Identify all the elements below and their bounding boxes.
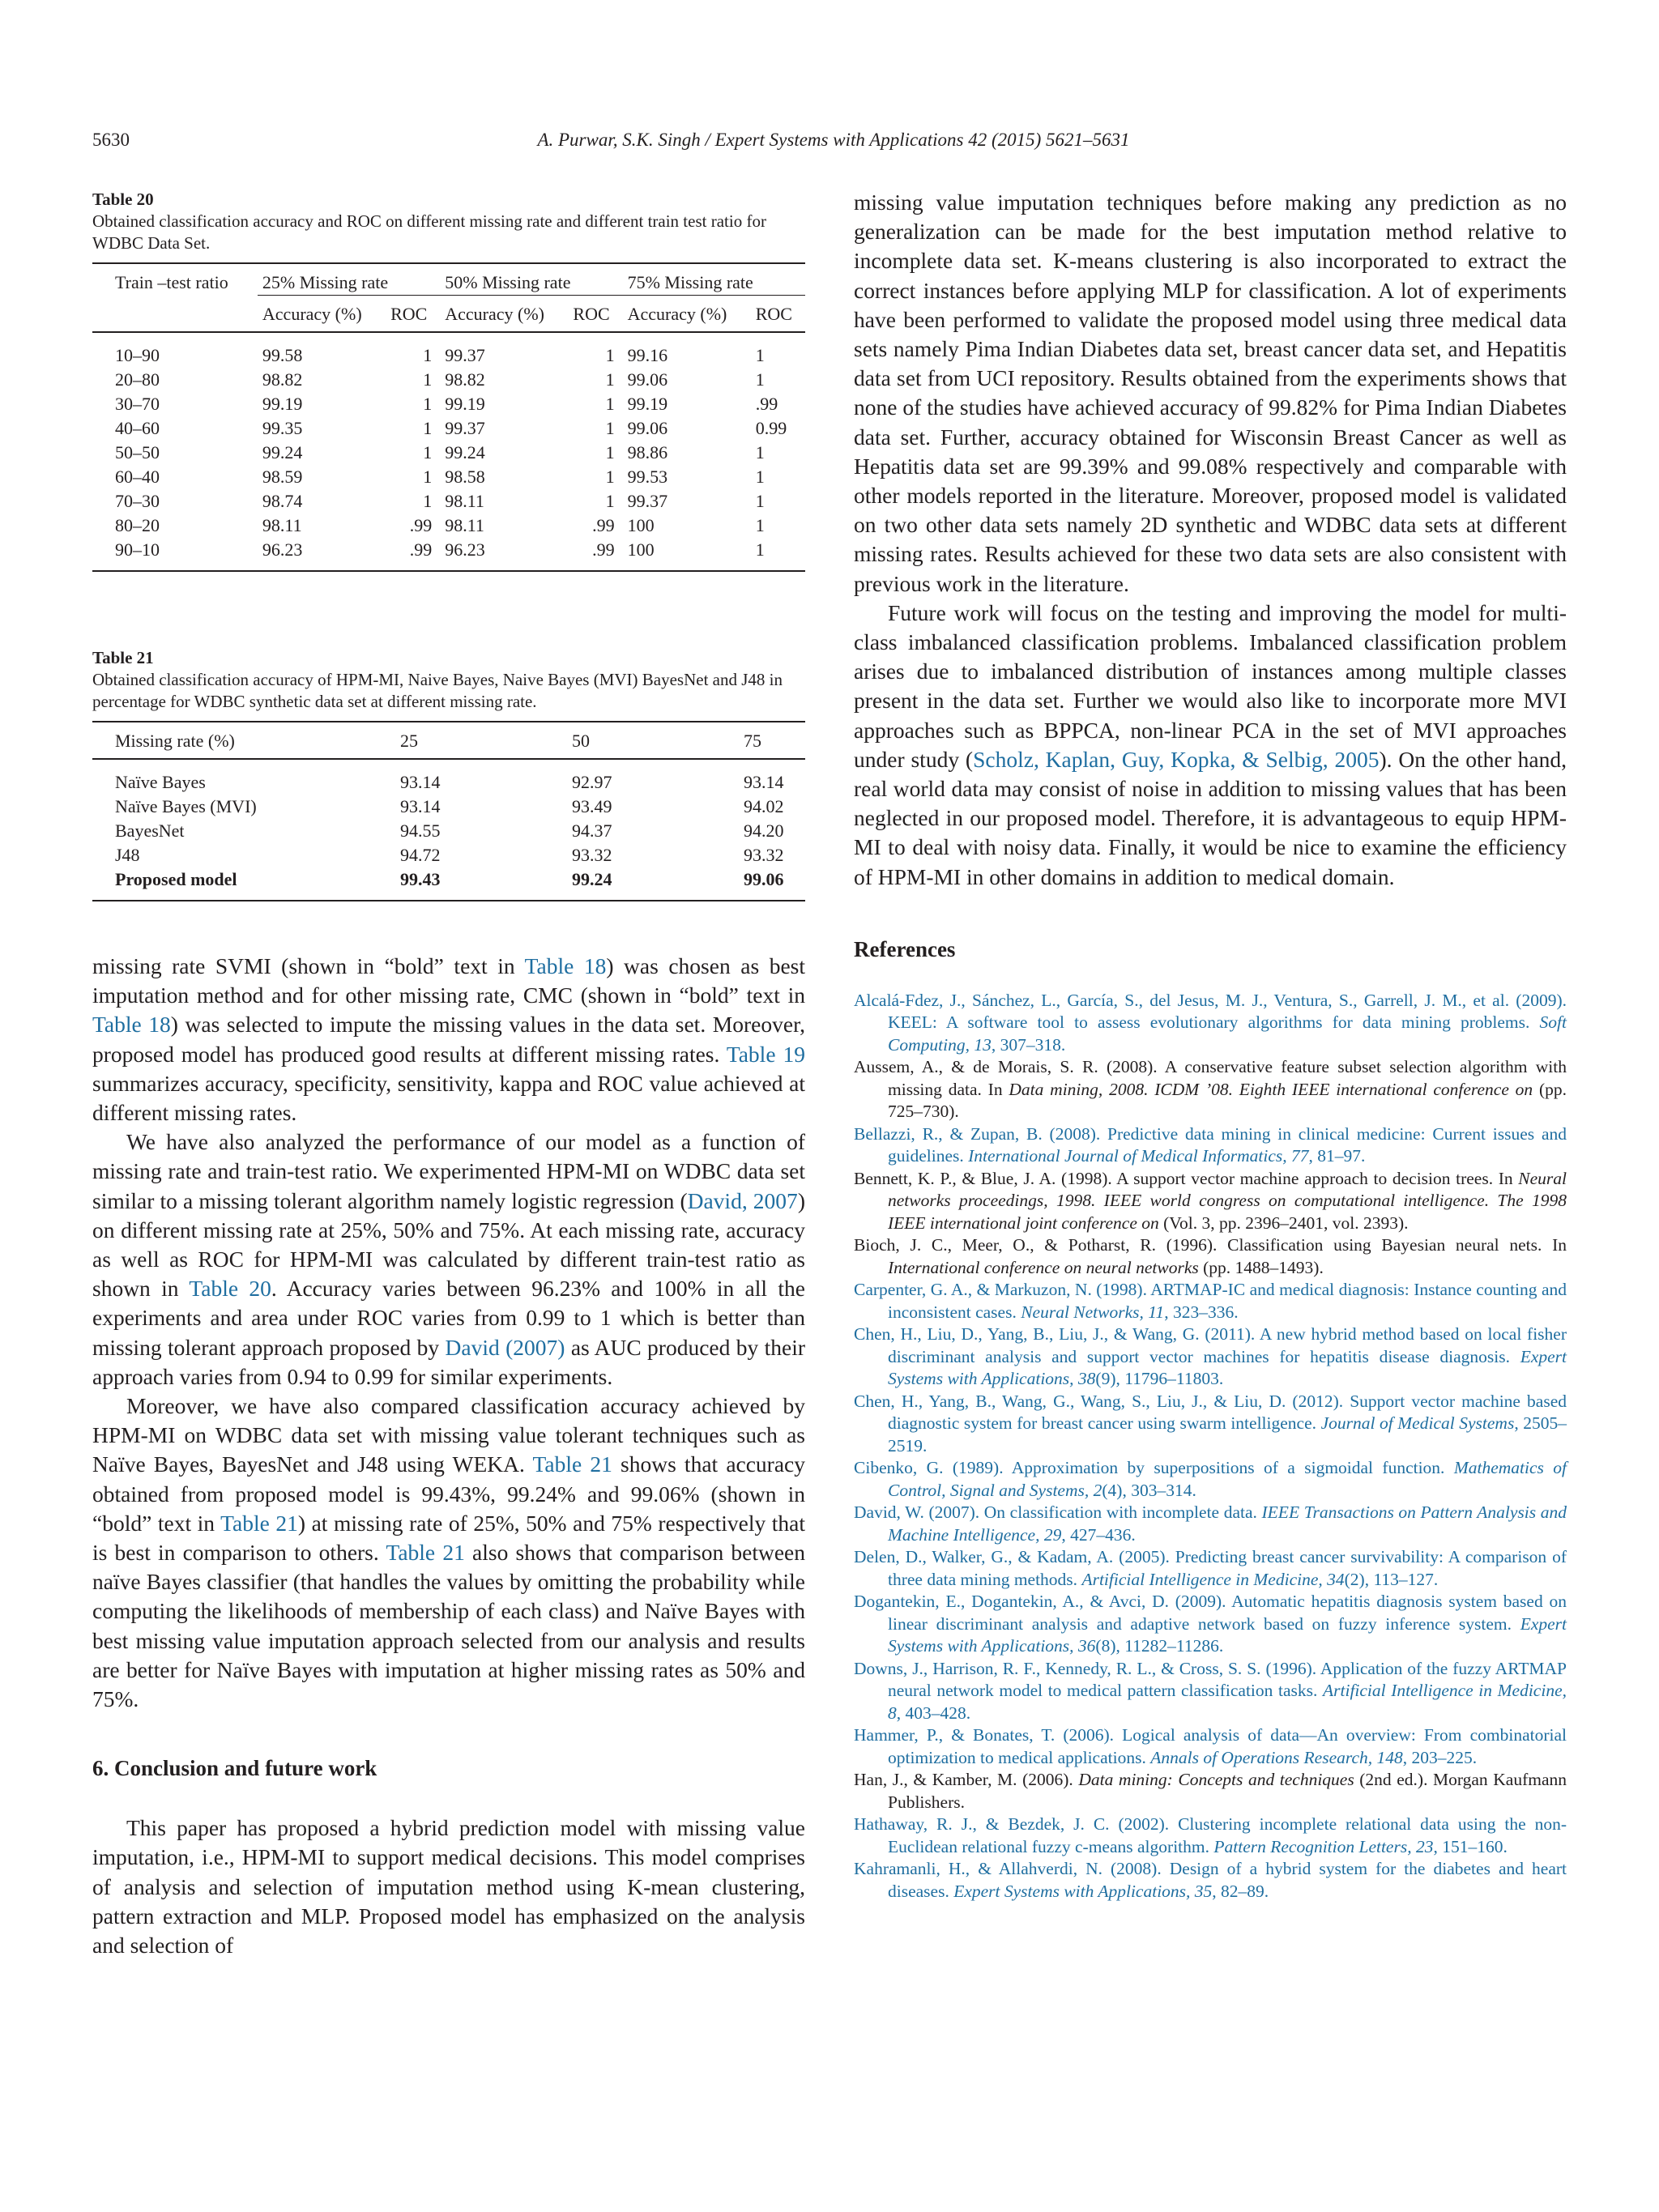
- table-cell: 99.53: [627, 467, 668, 487]
- reference-item: Han, J., & Kamber, M. (2006). Data mining: Concepts and techniques (2nd ed.). Morgan Kaufmann Publishers.: [854, 1770, 1567, 1812]
- table-cell: 1: [423, 345, 433, 365]
- table-row: [92, 819, 805, 843]
- table-cell: 1: [755, 369, 765, 390]
- table-row: [92, 392, 805, 416]
- right-paragraph-1: missing value imputation techniques before making any prediction as no generalization can be made for the best imputation method relative to incomplete data set. K-means clustering is also incorporated to extract the correct instances before applying MLP for classification. A lot of experiments have been performed to validate the proposed model using three medical data sets namely Pima Indian Diabetes data set, breast cancer data set, and Hepatitis data set from UCI repository. Results obtained from the experiments shows that none of the studies have achieved accuracy of 99.82% for Pima Indian Diabetes data set. Further, accuracy obtained for Wisconsin Breast Cancer as well as Hepatitis data set are 99.39% and 99.08% respectively and comparable with other models reported in the literature. Moreover, proposed model is validated on two other data sets namely 2D synthetic and WDBC data sets at different missing rates. Results achieved for these two data sets are also consistent with previous work in the literature.: [854, 190, 1567, 596]
- table-cell: .99: [568, 538, 622, 571]
- table-cell: 10–90: [115, 345, 160, 365]
- table-cell: 99.35: [262, 418, 303, 438]
- table-cell: .99: [755, 394, 778, 414]
- reference-item[interactable]: Hammer, P., & Bonates, T. (2006). Logical analysis of data—An overview: From combinatorial optimization to medical applications. Annals of Operations Research, 148, 203–225.: [854, 1725, 1567, 1767]
- reference-item[interactable]: Hathaway, R. J., & Bezdek, J. C. (2002). Clustering incomplete relational data using the non-Euclidean relational fuzzy c-means algorithm. Pattern Recognition Letters, 23, 151–160.: [854, 1814, 1567, 1856]
- table-cell: 99.19: [262, 394, 303, 414]
- link-table-18[interactable]: Table 18: [92, 1012, 171, 1038]
- table-cell: 99.37: [627, 491, 668, 511]
- table-20-sub-header: [92, 296, 805, 333]
- table-row: [92, 514, 805, 538]
- reference-item[interactable]: Carpenter, G. A., & Markuzon, N. (1998). ARTMAP-IC and medical diagnosis: Instance counting and inconsistent cases. Neural Networks, 11, 323–336.: [854, 1280, 1567, 1322]
- table-cell: 1: [755, 491, 765, 511]
- table-cell: 94.72: [400, 845, 441, 865]
- table-cell: 93.49: [572, 796, 612, 816]
- link-table-20[interactable]: Table 20: [189, 1276, 271, 1302]
- reference-item: Bioch, J. C., Meer, O., & Potharst, R. (1996). Classification using Bayesian neural nets. In International conference on neural networks (pp. 1488–1493).: [854, 1235, 1567, 1277]
- reference-item[interactable]: Delen, D., Walker, G., & Kadam, A. (2005). Predicting breast cancer survivability: A comparison of three data mining methods. Artificial Intelligence in Medicine, 34(2), 113–127.: [854, 1547, 1567, 1589]
- table-cell: 1: [605, 345, 615, 365]
- paragraph-1: missing rate SVMI (shown in “bold” text in Table 18) was chosen as best imputation method and for other missing rate, CMC (shown in “bold” text in Table 18) was selected to impute the missing values in the data set. Moreover, proposed model has produced good results at different missing rates. Table 19 summarizes accuracy, specificity, sensitivity, kappa and ROC value achieved at different missing rates.: [92, 953, 805, 1126]
- table-cell: 1: [423, 418, 433, 438]
- table-cell: 80–20: [115, 515, 160, 535]
- reference-item[interactable]: Bellazzi, R., & Zupan, B. (2008). Predictive data mining in clinical medicine: Current issues and guidelines. International Journal of Medical Informatics, 77, 81–97.: [854, 1123, 1567, 1166]
- references-list: [854, 990, 1567, 1903]
- reference-item[interactable]: Chen, H., Liu, D., Yang, B., Liu, J., & Wang, G. (2011). A new hybrid method based on local fisher discriminant analysis and support vector machines for hepatitis disease diagnosis. Expert Systems with Applications, 38(9), 11796–11803.: [854, 1324, 1567, 1389]
- table-cell: 93.14: [400, 796, 441, 816]
- table-cell: 1: [423, 369, 433, 390]
- table-cell: J48: [115, 845, 140, 865]
- table-row: [92, 770, 805, 795]
- table-cell: 1: [751, 538, 805, 571]
- link-david-2007[interactable]: David, 2007: [687, 1187, 798, 1213]
- table-20-body: [92, 343, 805, 571]
- table-cell: 94.20: [744, 820, 784, 841]
- table-cell: 40–60: [115, 418, 160, 438]
- table-cell: 99.24: [445, 442, 485, 462]
- table-21-caption: Obtained classification accuracy of HPM-MI, Naive Bayes, Naive Bayes (MVI) BayesNet and J48 in percentage for WDBC synthetic data set at different missing rate.: [92, 670, 783, 711]
- running-title: A. Purwar, S.K. Singh / Expert Systems with Applications 42 (2015) 5621–5631: [537, 130, 1130, 150]
- table-row: [92, 416, 805, 441]
- table-cell: 99.43: [395, 867, 567, 901]
- paragraph-4: This paper has proposed a hybrid prediction model with missing value imputation, i.e., HPM-MI to support medical decisions. This model comprises of analysis and selection of imputation method using K-mean clustering, pattern extraction and MLP. Proposed model has emphasized on the analysis and selection of: [92, 1815, 805, 1958]
- table-cell: 100: [623, 538, 751, 571]
- t21-header-50: 50: [567, 722, 739, 759]
- paragraph-2: We have also analyzed the performance of our model as a function of missing rate and train-test ratio. We experimented HPM-MI on WDBC data set similar to a missing tolerant algorithm namely logistic regression (David, 2007) on different missing rate at 25%, 50% and 75%. At each missing rate, accuracy as well as ROC for HPM-MI was calculated by different train-test ratio as shown in Table 20. Accuracy varies between 96.23% and 100% in all the experiments and area under ROC varies from 0.99 to 1 which is better than missing tolerant approach proposed by David (2007) as AUC produced by their approach varies from 0.94 to 0.99 for similar experiments.: [92, 1129, 806, 1389]
- table-cell: 99.06: [739, 867, 805, 901]
- table-cell: 98.74: [262, 491, 303, 511]
- table-cell: 70–30: [115, 491, 160, 511]
- reference-item[interactable]: Chen, H., Yang, B., Wang, G., Wang, S., Liu, J., & Liu, D. (2012). Support vector machine based diagnostic system for breast cancer using swarm intelligence. Journal of Medical Systems, 2505–2519.: [854, 1391, 1567, 1455]
- sub-roc-50: ROC: [568, 296, 622, 333]
- section-heading: 6. Conclusion and future work: [92, 1756, 377, 1781]
- reference-item[interactable]: Cibenko, G. (1989). Approximation by superpositions of a sigmoidal function. Mathematics of Control, Signal and Systems, 2(4), 303–314.: [854, 1458, 1567, 1500]
- table-cell: 1: [755, 345, 765, 365]
- table-cell: 20–80: [115, 369, 160, 390]
- table-21-body: [92, 770, 805, 901]
- table-cell: 98.82: [262, 369, 303, 390]
- table-cell: 93.32: [572, 845, 612, 865]
- col-ratio-header: Train –test ratio: [92, 263, 258, 296]
- right-column: [854, 188, 1567, 1903]
- table-cell: 94.37: [572, 820, 612, 841]
- table-cell: 98.59: [262, 467, 303, 487]
- link-table-21[interactable]: Table 21: [220, 1510, 298, 1536]
- table-cell: 0.99: [755, 418, 787, 438]
- table-row: [92, 343, 805, 368]
- table-cell: 1: [605, 442, 615, 462]
- table-cell: 1: [423, 394, 433, 414]
- table-cell: Proposed model: [92, 867, 395, 901]
- table-cell: 98.86: [627, 442, 668, 462]
- link-table-21[interactable]: Table 21: [532, 1451, 612, 1477]
- link-table-21[interactable]: Table 21: [386, 1540, 465, 1566]
- table-21-label: Table 21: [92, 648, 154, 667]
- table-cell: BayesNet: [115, 820, 185, 841]
- table-21-header: [92, 722, 805, 759]
- table-cell: 99.06: [627, 369, 668, 390]
- table-cell: Naïve Bayes (MVI): [115, 796, 257, 816]
- table-cell: 50–50: [115, 442, 160, 462]
- table-cell: 98.11: [445, 491, 484, 511]
- table-cell: 99.24: [262, 442, 303, 462]
- left-body: [92, 952, 805, 1960]
- table-row: [92, 843, 805, 867]
- table-cell: 1: [605, 394, 615, 414]
- table-row: [92, 368, 805, 392]
- table-cell: 1: [423, 442, 433, 462]
- table-cell: 99.19: [445, 394, 485, 414]
- group-50: 50% Missing rate: [440, 263, 622, 296]
- table-row: [92, 538, 805, 571]
- table-20: [92, 188, 805, 572]
- table-21: [92, 646, 805, 901]
- table-cell: 1: [755, 467, 765, 487]
- sub-acc-25: Accuracy (%): [258, 296, 386, 333]
- table-cell: 99.16: [627, 345, 668, 365]
- table-cell: Naïve Bayes: [115, 772, 206, 792]
- reference-item[interactable]: David, W. (2007). On classification with incomplete data. IEEE Transactions on Pattern Analysis and Machine Intelligence, 29, 427–436.: [854, 1502, 1567, 1545]
- group-75: 75% Missing rate: [623, 263, 805, 296]
- table-cell: 1: [605, 418, 615, 438]
- t21-header-rate: Missing rate (%): [92, 722, 395, 759]
- table-cell: 94.55: [400, 820, 441, 841]
- table-cell: 1: [423, 491, 433, 511]
- table-20-grid: [92, 262, 805, 572]
- table-cell: 100: [627, 515, 655, 535]
- table-cell: 93.32: [744, 845, 784, 865]
- table-cell: 99.58: [262, 345, 303, 365]
- reference-item[interactable]: Kahramanli, H., & Allahverdi, N. (2008). Design of a hybrid system for the diabetes and heart diseases. Expert Systems with Applications, 35, 82–89.: [854, 1859, 1567, 1901]
- table-cell: .99: [409, 515, 433, 535]
- table-cell: 99.37: [445, 418, 485, 438]
- link-table-19[interactable]: Table 19: [726, 1041, 805, 1067]
- table-row: [92, 489, 805, 514]
- table-cell: 93.14: [400, 772, 441, 792]
- group-25: 25% Missing rate: [258, 263, 440, 296]
- table-cell: 99.06: [627, 418, 668, 438]
- page-number: 5630: [92, 130, 130, 150]
- sub-acc-75: Accuracy (%): [623, 296, 751, 333]
- link-scholz-2005[interactable]: Scholz, Kaplan, Guy, Kopka, & Selbig, 2005: [973, 746, 1380, 772]
- table-cell: .99: [386, 538, 440, 571]
- reference-item: Aussem, A., & de Morais, S. R. (2008). A conservative feature subset selection algorithm with missing data. In Data mining, 2008. ICDM ’08. Eighth IEEE international conference on (pp. 725–730).: [854, 1057, 1567, 1122]
- table-row: [92, 795, 805, 819]
- table-cell: 1: [605, 467, 615, 487]
- table-cell: 94.02: [744, 796, 784, 816]
- references-heading: References: [854, 936, 956, 961]
- reference-item[interactable]: Dogantekin, E., Dogantekin, A., & Avci, D. (2009). Automatic hepatitis diagnosis system based on linear discriminant analysis and adaptive network based on fuzzy inference system. Expert Systems with Applications, 36(8), 11282–11286.: [854, 1592, 1567, 1656]
- sub-roc-75: ROC: [751, 296, 805, 333]
- table-cell: 1: [605, 369, 615, 390]
- link-table-18[interactable]: Table 18: [524, 953, 607, 978]
- sub-roc-25: ROC: [386, 296, 440, 333]
- table-cell: 99.37: [445, 345, 485, 365]
- table-cell: 1: [755, 442, 765, 462]
- table-cell: 1: [605, 491, 615, 511]
- table-cell: 96.23: [440, 538, 568, 571]
- table-cell: 93.14: [744, 772, 784, 792]
- table-cell: 99.19: [627, 394, 668, 414]
- table-cell: 98.82: [445, 369, 485, 390]
- paragraph-3: Moreover, we have also compared classification accuracy achieved by HPM-MI on WDBC data set with missing value tolerant techniques such as Naïve Bayes, BayesNet and J48 using WEKA. Table 21 shows that accuracy obtained from proposed model is 99.43%, 99.24% and 99.06% (shown in “bold” text in Table 21) at missing rate of 25%, 50% and 75% respectively that is best in comparison to others. Table 21 also shows that comparison between naïve Bayes classifier (that handles the values by omitting the probability while computing the likelihoods of membership of each class) and Naïve Bayes with best missing value imputation approach selected from our analysis and results are better for Naïve Bayes with imputation at higher missing rates as 50% and 75%.: [92, 1393, 806, 1712]
- table-cell: .99: [592, 515, 615, 535]
- reference-item[interactable]: Downs, J., Harrison, R. F., Kennedy, R. L., & Cross, S. S. (1996). Application of the fuzzy ARTMAP neural network model to medical pattern classification tasks. Artificial Intelligence in Medicine, 8, 403–428.: [854, 1658, 1567, 1723]
- table-cell: 98.58: [445, 467, 485, 487]
- table-cell: 90–10: [92, 538, 258, 571]
- reference-item: Bennett, K. P., & Blue, J. A. (1998). A support vector machine approach to decision trees. In Neural networks proceedings, 1998. IEEE world congress on computational intelligence. The 1998 IEEE international joint conference on (Vol. 3, pp. 2396–2401, vol. 2393).: [854, 1168, 1567, 1233]
- page-header: [92, 130, 1575, 162]
- table-row: [92, 441, 805, 465]
- table-row-proposed-model: [92, 867, 805, 901]
- left-column: [92, 188, 805, 1960]
- table-cell: 30–70: [115, 394, 160, 414]
- table-20-caption: Obtained classification accuracy and ROC on different missing rate and different train test ratio for WDBC Data Set.: [92, 211, 766, 253]
- table-21-grid: [92, 721, 805, 901]
- table-cell: 92.97: [572, 772, 612, 792]
- table-20-group-header: [92, 263, 805, 296]
- table-cell: 96.23: [258, 538, 386, 571]
- table-row: [92, 465, 805, 489]
- reference-item[interactable]: Alcalá-Fdez, J., Sánchez, L., García, S., del Jesus, M. J., Ventura, S., Garrell, J. M., et al. (2009). KEEL: A software tool to assess evolutionary algorithms for data mining problems. Soft Computing, 13, 307–318.: [854, 990, 1567, 1055]
- table-cell: 1: [755, 515, 765, 535]
- sub-acc-50: Accuracy (%): [440, 296, 568, 333]
- table-cell: 98.11: [445, 515, 484, 535]
- t21-header-75: 75: [739, 722, 805, 759]
- right-paragraph-2: Future work will focus on the testing and improving the model for multi-class imbalanced classification problems. Imbalanced classification problem arises due to imbalanced distribution of instances among multiple classes present in the data set. Further we would also like to incorporate more MVI approaches such as BPPCA, non-linear PCA in the set of MVI approaches under study (Scholz, Kaplan, Guy, Kopka, & Selbig, 2005). On the other hand, real world data may consist of noise in addition to missing values that has been neglected in our proposed model. Therefore, it is advantageous to equip HPM-MI to deal with noisy data. Finally, it would be nice to examine the efficiency of HPM-MI in other domains in addition to medical domain.: [854, 599, 1567, 889]
- table-cell: 1: [423, 467, 433, 487]
- link-david-2007[interactable]: David (2007): [445, 1334, 565, 1360]
- table-cell: 99.24: [567, 867, 739, 901]
- t21-header-25: 25: [395, 722, 567, 759]
- table-20-label: Table 20: [92, 190, 154, 209]
- table-cell: 60–40: [115, 467, 160, 487]
- table-cell: 98.11: [262, 515, 302, 535]
